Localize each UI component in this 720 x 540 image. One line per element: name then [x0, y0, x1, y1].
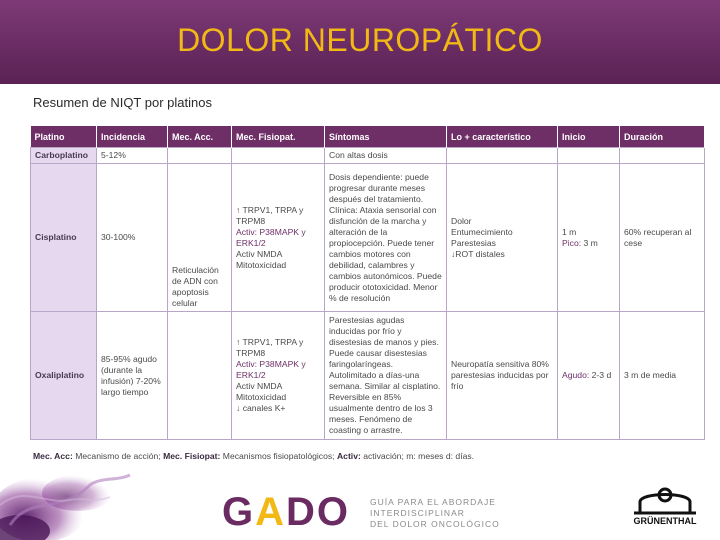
gado-logo: GADO [222, 490, 351, 534]
column-header: Incidencia [97, 126, 168, 148]
table-row [31, 312, 705, 440]
cell-caracteristico: Neuropatía sensitiva 80% parestesias inducidas por frío [447, 312, 558, 440]
table-subtitle: Resumen de NIQT por platinos [33, 95, 212, 110]
cell-sintomas: Dosis dependiente: puede progresar durante meses después del tratamiento. Clínica: Ataxia sensorial con disfunción de la marcha y alteración de la propiocepción. Puede tener cambios motores con debilidad, calambres y cambios autonómicos. Puede producir ototoxicidad. Menor % de resolución [325, 164, 447, 312]
fisio-line: Activ: P38MAPK y ERK1/2 [236, 359, 306, 380]
cell-inicio [558, 312, 620, 440]
cell-mec-acc [168, 312, 232, 440]
fisio-line: Mitotoxicidad [236, 392, 287, 402]
fisio-line: TRPV1, TRPA y TRPM8 [236, 337, 304, 358]
inicio-label: Agudo: [562, 370, 590, 380]
cell-mec-acc [168, 164, 232, 312]
arrow-up-icon: ↑ [236, 337, 241, 347]
cell-incidencia: 5-12% [97, 148, 168, 164]
fisio-line: Activ NMDA [236, 248, 283, 259]
table-row [31, 164, 705, 312]
cell-duracion: 3 m de media [620, 312, 705, 440]
fisio-line: canales K+ [242, 403, 286, 413]
mec-acc-text: Reticulación de ADN con apoptosis celular [172, 265, 219, 308]
header-banner [0, 0, 720, 84]
cell-mec-fisiopat [232, 148, 325, 164]
cell-inicio [558, 148, 620, 164]
column-header: Duración [620, 126, 705, 148]
arrow-down-icon: ↓ [451, 248, 456, 259]
table-header-row [31, 126, 705, 148]
column-header: Lo + característico [447, 126, 558, 148]
cell-platino: Oxaliplatino [31, 312, 97, 440]
cell-incidencia: 30-100% [97, 164, 168, 312]
cell-incidencia: 85-95% agudo (durante la infusión) 7-20% largo tiempo [97, 312, 168, 440]
cell-duracion: 60% recuperan al cese [620, 164, 705, 312]
column-header: Platino [31, 126, 97, 148]
column-header: Mec. Fisiopat. [232, 126, 325, 148]
footnote-def: Mecanismo de acción; [72, 451, 164, 461]
fisio-line: Activ: P38MAPK y ERK1/2 [236, 226, 306, 248]
cell-sintomas: Con altas dosis [325, 148, 447, 164]
fisio-line: Mitotoxicidad [236, 259, 287, 270]
footnote-def: Mecanismos fisiopatológicos; [220, 451, 337, 461]
page-title: DOLOR NEUROPÁTICO [177, 22, 543, 58]
inicio-value: 1 m [562, 226, 577, 237]
niqt-summary-table [30, 126, 705, 440]
grunenthal-logo [622, 486, 708, 536]
cell-mec-fisiopat [232, 164, 325, 312]
smoke-decoration [0, 455, 140, 540]
grunenthal-wordmark: GRÜNENTHAL [633, 516, 697, 526]
cell-platino: Cisplatino [31, 164, 97, 312]
footnote-term: Mec. Acc: [33, 451, 73, 461]
column-header: Síntomas [325, 126, 447, 148]
grunenthal-emblem-icon [622, 486, 708, 516]
caract-line: Entumecimiento [451, 226, 513, 237]
cell-caracteristico [447, 164, 558, 312]
cell-duracion [620, 148, 705, 164]
fisio-line: TRPV1, TRPA y TRPM8 [236, 204, 304, 226]
cell-mec-fisiopat [232, 312, 325, 440]
caract-line: Parestesias [451, 237, 496, 248]
inicio-value: 3 m [583, 237, 598, 248]
column-header: Inicio [558, 126, 620, 148]
caract-line: ROT distales [455, 248, 505, 259]
footnote-term: Activ: [336, 451, 361, 461]
cell-mec-acc [168, 148, 232, 164]
table-row [31, 148, 705, 164]
inicio-label: Pico: [562, 237, 582, 248]
footnote-def: activación; m: meses d: días. [360, 451, 475, 461]
gado-tagline: GUÍA PARA EL ABORDAJE INTERDISCIPLINAR DEL DOLOR ONCOLÓGICO [370, 497, 500, 529]
cell-caracteristico [447, 148, 558, 164]
footnote-term: Mec. Fisiopat: [163, 451, 221, 461]
cell-inicio [558, 164, 620, 312]
cell-platino: Carboplatino [31, 148, 97, 164]
cell-sintomas: Parestesias agudas inducidas por frío y disestesias de manos y pies. Puede causar disestesias faringolaríngeas. Autolimitado a días-una semana. Similar al cisplatino. Reversible en 85% usualmente dentro de los 3 meses. Fenómeno de coasting o arrastre. [325, 312, 447, 440]
caract-line: Dolor [451, 215, 472, 226]
arrow-down-icon: ↓ [236, 403, 241, 413]
inicio-value: 2-3 d [591, 370, 612, 380]
arrow-up-icon: ↑ [236, 204, 241, 215]
fisio-line: Activ NMDA [236, 381, 283, 391]
column-header: Mec. Acc. [168, 126, 232, 148]
